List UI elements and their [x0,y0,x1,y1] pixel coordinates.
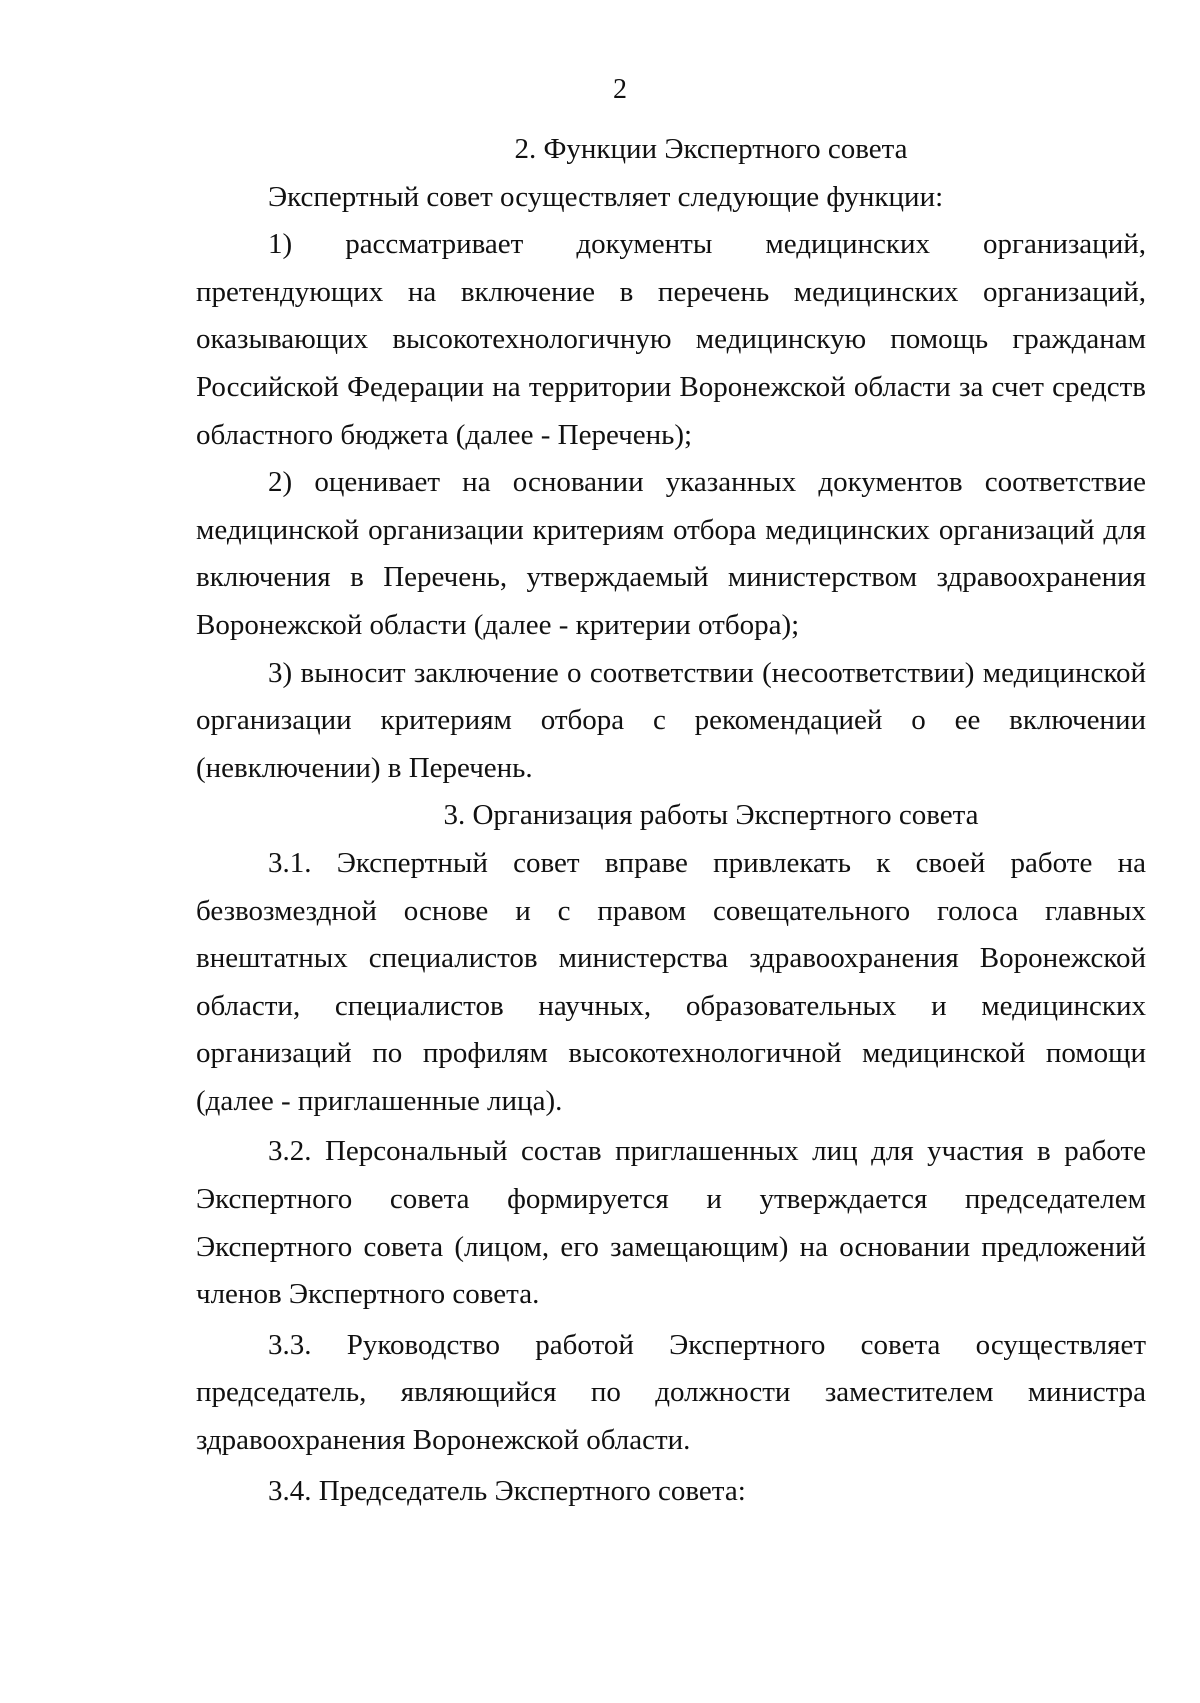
section-3-item-1: 3.1. Экспертный совет вправе привлекать к своей работе на безвозмездной основе и с правом совещательного голоса главных внештатных специалистов министерства здравоохранения Воронежской области, специалистов научных, образовательных и медицинских организаций по профилям высокотехнологичной медицинской помощи (далее - приглашенные лица). [196,846,1146,1117]
section-2-heading: 2. Функции Экспертного совета [514,133,908,165]
page-number: 2 [613,74,627,105]
section-2-item-2: 2) оценивает на основании указанных документов соответствие медицинской организации критериям отбора медицинских организаций для включения в Перечень, утверждаемый министерством здравоохранения Воронежской области (далее - критерии отбора); [196,466,1146,641]
section-3-item-3: 3.3. Руководство работой Экспертного совета осуществляет председатель, являющийся по должности заместителем министра здравоохранения Воронежской области. [196,1328,1146,1457]
section-3-heading: 3. Организация работы Экспертного совета [443,799,979,832]
section-2-item-1: 1) рассматривает документы медицинских организаций, претендующих на включение в перечень медицинских организаций, оказывающих высокотехнологичную медицинскую помощь гражданам Российской Федерации на территории Воронежской области за счет средств областного бюджета (далее - Перечень); [196,228,1146,451]
section-3-item-2: 3.2. Персональный состав приглашенных лиц для участия в работе Экспертного совета формируется и утверждается председателем Экспертного совета (лицом, его замещающим) на основании предложений членов Экспертного совета. [196,1135,1146,1311]
section-3-item-4: 3.4. Председатель Экспертного совета: [268,1474,746,1507]
section-2-item-3: 3) выносит заключение о соответствии (несоответствии) медицинской организации критериям отбора с рекомендацией о ее включении (невключении) в Перечень. [196,656,1146,784]
document-body [196,126,1146,1515]
section-2-intro: Экспертный совет осуществляет следующие функции: [268,180,944,213]
